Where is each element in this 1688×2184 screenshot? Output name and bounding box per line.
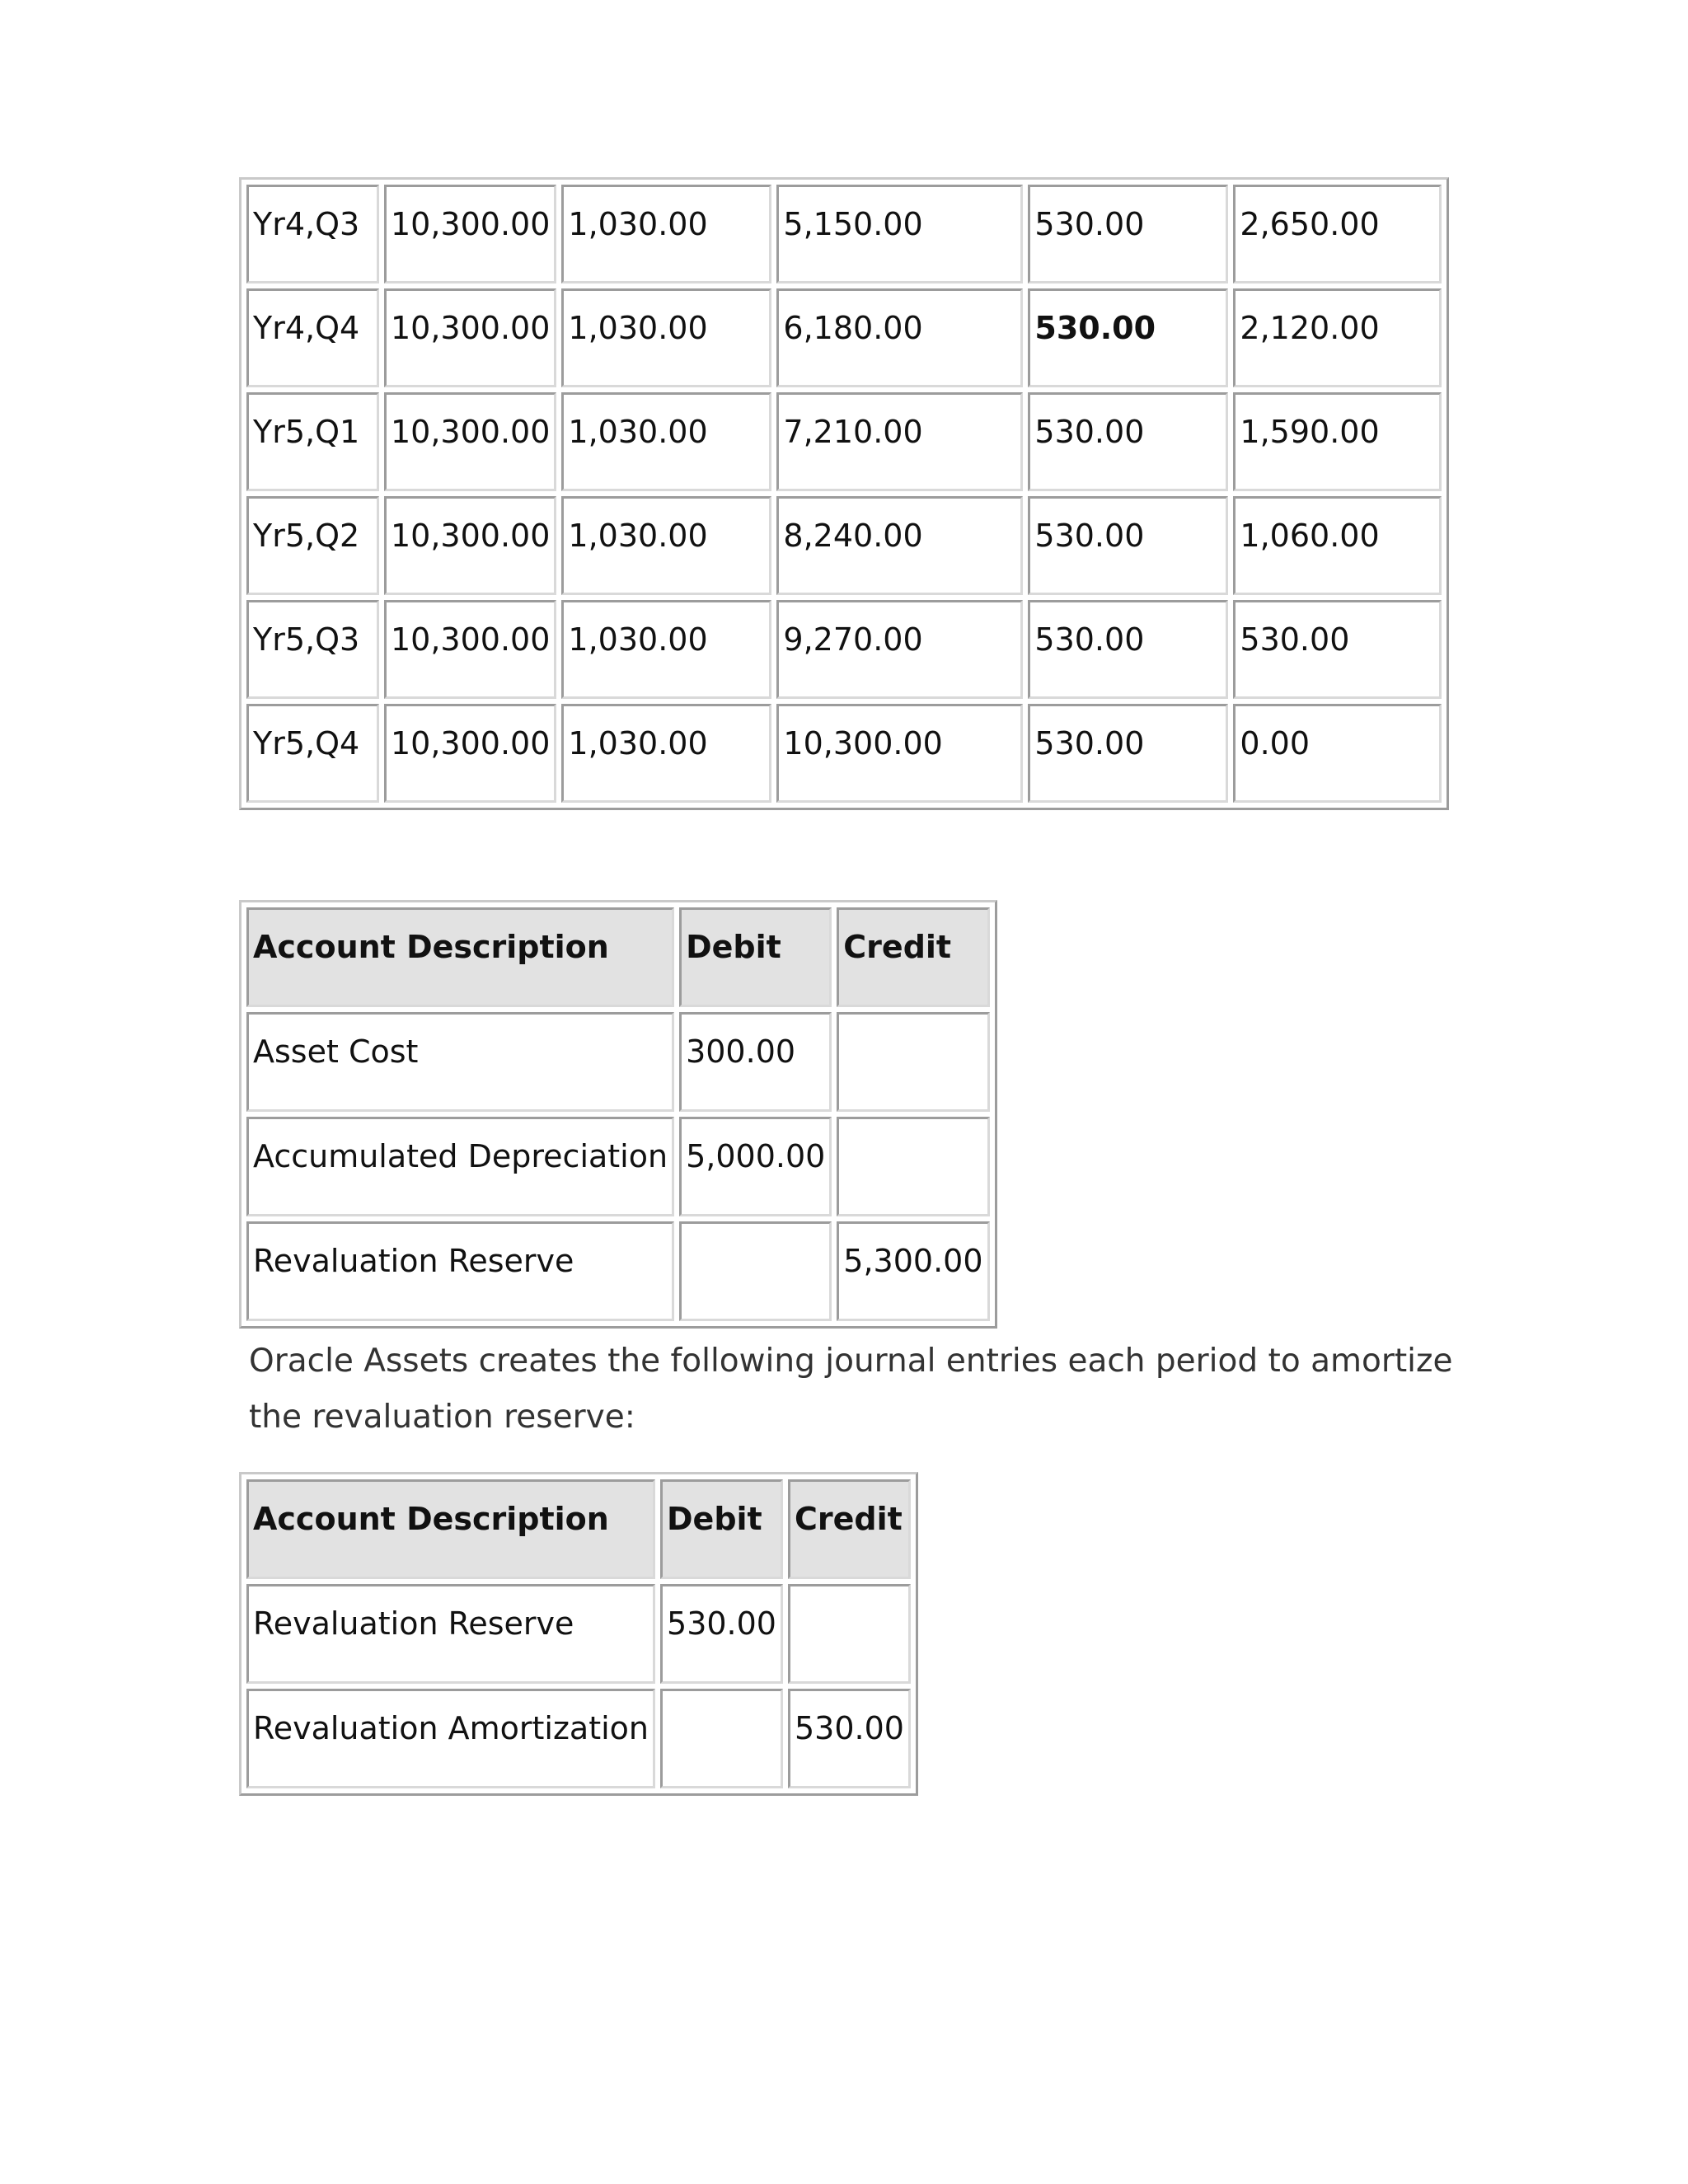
table-row [246,1221,990,1321]
reserve-balance-cell: 1,590.00 [1233,392,1442,491]
period-cell: Yr4,Q3 [246,185,379,284]
depreciation-cell: 1,030.00 [561,392,771,491]
column-header-account-description: Account Description [246,907,674,1007]
cost-cell: 10,300.00 [384,392,556,491]
table-row [246,496,1442,595]
column-header-credit: Credit [788,1479,911,1579]
amortization-cell: 530.00 [1028,496,1228,595]
reserve-balance-cell: 2,650.00 [1233,185,1442,284]
depreciation-cell: 1,030.00 [561,496,771,595]
table-row [246,1689,911,1788]
reserve-balance-cell: 1,060.00 [1233,496,1442,595]
debit-cell: 300.00 [679,1012,832,1112]
table-header-row [246,1479,911,1579]
credit-cell [837,1117,989,1216]
debit-cell: 530.00 [660,1584,783,1684]
debit-cell: 5,000.00 [679,1117,832,1216]
amortization-journal-table [239,1472,918,1796]
body-paragraph: Oracle Assets creates the following journal entries each period to amortize the revaluation reserve: [249,1343,1453,1436]
depreciation-schedule-table [239,177,1449,810]
amortization-cell: 530.00 [1028,288,1228,387]
column-header-account-description: Account Description [246,1479,655,1579]
cost-cell: 10,300.00 [384,600,556,699]
accumulated-depreciation-cell: 5,150.00 [776,185,1023,284]
account-cell: Asset Cost [246,1012,674,1112]
depreciation-cell: 1,030.00 [561,185,771,284]
accumulated-depreciation-cell: 10,300.00 [776,704,1023,803]
cost-cell: 10,300.00 [384,496,556,595]
column-header-debit: Debit [660,1479,783,1579]
revaluation-journal-table [239,900,997,1329]
cost-cell: 10,300.00 [384,185,556,284]
credit-cell [837,1012,989,1112]
account-cell: Revaluation Amortization [246,1689,655,1788]
reserve-balance-cell: 2,120.00 [1233,288,1442,387]
table-row [246,600,1442,699]
table-row [246,1012,990,1112]
table-row [246,288,1442,387]
column-header-credit: Credit [837,907,989,1007]
table-row [246,1584,911,1684]
period-cell: Yr5,Q1 [246,392,379,491]
period-cell: Yr5,Q3 [246,600,379,699]
period-cell: Yr4,Q4 [246,288,379,387]
column-header-debit: Debit [679,907,832,1007]
cost-cell: 10,300.00 [384,704,556,803]
table-row [246,185,1442,284]
amortization-cell: 530.00 [1028,600,1228,699]
table-row [246,704,1442,803]
depreciation-cell: 1,030.00 [561,600,771,699]
credit-cell: 5,300.00 [837,1221,989,1321]
account-cell: Revaluation Reserve [246,1221,674,1321]
reserve-balance-cell: 0.00 [1233,704,1442,803]
table-row [246,392,1442,491]
amortization-cell: 530.00 [1028,704,1228,803]
cost-cell: 10,300.00 [384,288,556,387]
reserve-balance-cell: 530.00 [1233,600,1442,699]
depreciation-cell: 1,030.00 [561,704,771,803]
credit-cell: 530.00 [788,1689,911,1788]
table-header-row [246,907,990,1007]
table-row [246,1117,990,1216]
amortization-cell: 530.00 [1028,392,1228,491]
accumulated-depreciation-cell: 8,240.00 [776,496,1023,595]
amortization-cell: 530.00 [1028,185,1228,284]
accumulated-depreciation-cell: 6,180.00 [776,288,1023,387]
debit-cell [679,1221,832,1321]
debit-cell [660,1689,783,1788]
period-cell: Yr5,Q4 [246,704,379,803]
account-cell: Revaluation Reserve [246,1584,655,1684]
accumulated-depreciation-cell: 7,210.00 [776,392,1023,491]
period-cell: Yr5,Q2 [246,496,379,595]
credit-cell [788,1584,911,1684]
account-cell: Accumulated Depreciation [246,1117,674,1216]
depreciation-cell: 1,030.00 [561,288,771,387]
accumulated-depreciation-cell: 9,270.00 [776,600,1023,699]
